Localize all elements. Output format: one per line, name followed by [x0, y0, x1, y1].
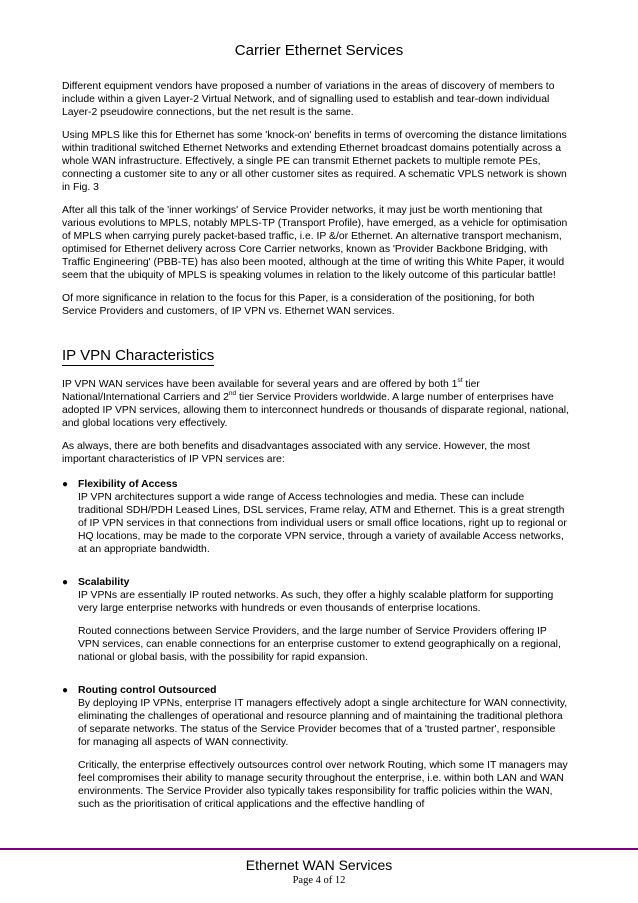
intro-paragraph-4: Of more significance in relation to the focus for this Paper, is a consideration of the positioning, for both Service Providers and customers, of IP VPN vs. Ethernet WAN services. — [62, 293, 535, 317]
bullet-dot-icon: ● — [62, 685, 69, 696]
bullet-paragraph: By deploying IP VPNs, enterprise IT managers effectively adopt a single architecture for WAN connectivity, eliminating the challenges of operational and resource planning and of maintaining the traditional plethora of separate networks. The status of the Service Provider becomes that of a 'trusted partner', responsible for managing all aspects of WAN connectivity. — [78, 698, 568, 748]
bullet-title: Flexibility of Access — [78, 479, 178, 490]
bullet-dot-icon: ● — [62, 479, 69, 490]
bullet-title: Scalability — [78, 577, 130, 588]
footer-rule — [0, 848, 638, 850]
page-header-title: Carrier Ethernet Services — [234, 42, 404, 59]
intro-paragraph-3: After all this talk of the 'inner workings' of Service Provider networks, it may just be worth mentioning that various evolutions to MPLS, notably MPLS-TP (Transport Profile), have emerged, as a vehicle for optimisation of MPLS when carrying purely packet-based traffic, i.e. IP &/or Ethernet. An alternative transport mechanism, optimised for Ethernet delivery across Core Carrier networks, known as 'Provider Backbone Bridging, with Traffic Engineering' (PBB-TE) has also been mooted, although at the time of writing this White Paper, it would seem that the ubiquity of MPLS is speaking volumes in relation to the likely outcome of this particular battle! — [62, 205, 568, 281]
bullet-dot-icon: ● — [62, 577, 69, 588]
bullet-paragraph: Routed connections between Service Providers, and the large number of Service Providers offering IP VPN services, can enable connections for an enterprise customer to extend geographically on a regional, national or global basis, with the possibility for rapid expansion. — [78, 626, 561, 663]
bullet-routing-control-outsourced — [62, 684, 570, 811]
section-paragraph-2: As always, there are both benefits and disadvantages associated with any service. However, the most important characteristics of IP VPN services are: — [62, 441, 530, 465]
bullet-paragraph: Critically, the enterprise effectively outsources control over network Routing, which some IT managers may feel compromises their ability to manage security throughout the enterprise, i.e. within both LAN and WAN environments. The Service Provider also typically takes responsibility for traffic policies within the WAN, such as the prioritisation of critical applications and the effective handling of — [78, 760, 568, 810]
bullet-paragraph: IP VPN architectures support a wide range of Access technologies and media. These can include traditional SDH/PDH Leased Lines, DSL services, Frame relay, ATM and Ethernet. This is a great strength of IP VPN services in that connections from individual users or small office locations, right up to regional or HQ locations, may be made to the corporate VPN service, through a variety of available Access networks, at an appropriate bandwidth. — [78, 492, 567, 555]
section-heading: IP VPN Characteristics — [62, 347, 215, 364]
intro-paragraph-2: Using MPLS like this for Ethernet has some 'knock-on' benefits in terms of overcoming the distance limitations within traditional switched Ethernet Networks and extending Ethernet broadcast domains potentially across a whole WAN infrastructure. Effectively, a single PE can transmit Ethernet packets to multiple remote PEs, connecting a customer site to any or all other customer sites as required. A schematic VPLS network is shown in Fig. 3 — [62, 130, 567, 193]
section-paragraph-1: IP VPN WAN services have been available for several years and are offered by both 1st tier National/International Carriers and 2nd tier Service Providers worldwide. A large number of enterprises have adopted IP VPN services, allowing them to interconnect hundreds or thousands of disparate regional, national, and global locations very effectively. — [62, 376, 569, 429]
document-body — [62, 80, 570, 821]
bullet-scalability — [62, 576, 570, 664]
bullet-paragraph: IP VPNs are essentially IP routed networks. As such, they offer a highly scalable platform for supporting very large enterprise networks with hundreds or even thousands of enterprise locations. — [78, 590, 554, 614]
bullet-title: Routing control Outsourced — [78, 685, 217, 696]
intro-paragraph-1: Different equipment vendors have proposed a number of variations in the areas of discovery of members to include within a given Layer-2 Virtual Network, and of signalling used to establish and tear-down individual Layer-2 pseudowire connections, but the net result is the same. — [62, 81, 555, 118]
page-number: Page 4 of 12 — [292, 875, 346, 886]
footer-title: Ethernet WAN Services — [245, 857, 393, 873]
bullet-flexibility-of-access — [62, 478, 570, 556]
